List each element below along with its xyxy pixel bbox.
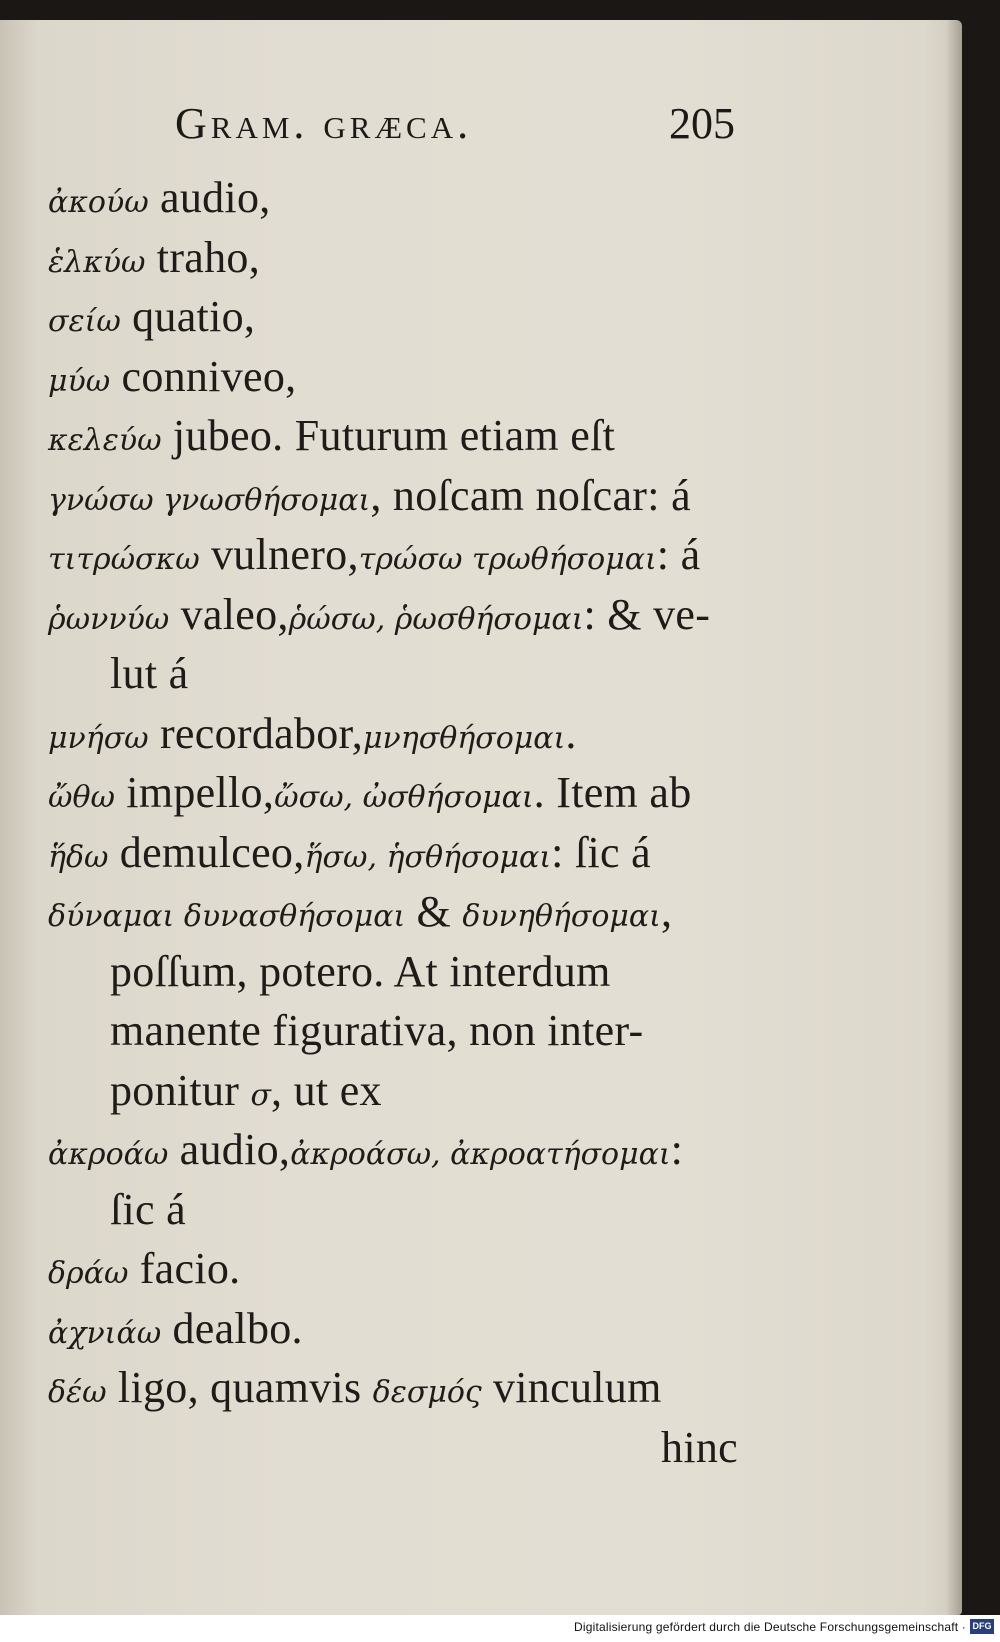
funding-credit: Digitalisierung gefördert durch die Deutsche Forschungsgemeinschaft · xyxy=(574,1620,966,1634)
greek-word: ἀκούω xyxy=(48,185,149,220)
latin-text: valeo, xyxy=(169,589,289,639)
latin-text: dealbo. xyxy=(161,1303,303,1353)
greek-word: ὤσω, ὠσθήσομαι xyxy=(274,780,534,815)
greek-word: ῥώσω, ῥωσθήσομαι xyxy=(288,601,584,637)
text-line xyxy=(48,882,738,942)
latin-text: . xyxy=(565,708,577,758)
text-line xyxy=(48,644,738,704)
latin-text: ſic á xyxy=(110,1184,187,1234)
greek-word: δύναμαι δυνασθήσομαι xyxy=(48,899,406,934)
latin-text: impello, xyxy=(115,768,275,817)
latin-text: , noſcam noſcar: á xyxy=(370,470,691,520)
dfg-logo: DFG xyxy=(970,1619,994,1634)
latin-text: audio, xyxy=(168,1125,291,1174)
greek-word: δράω xyxy=(48,1256,129,1291)
text-line xyxy=(48,347,738,407)
text-line xyxy=(48,525,738,585)
latin-text: : ſic á xyxy=(551,827,651,877)
text-line xyxy=(48,823,738,883)
greek-word: κελεύω xyxy=(48,423,162,458)
greek-word: δεσμός xyxy=(372,1375,482,1410)
latin-text: audio, xyxy=(148,173,271,222)
text-line xyxy=(48,287,738,347)
latin-text: conniveo, xyxy=(110,351,297,401)
latin-text: , ut ex xyxy=(271,1065,382,1115)
latin-text: & xyxy=(405,887,463,936)
page-number: 205 xyxy=(669,99,735,148)
text-line xyxy=(48,763,738,823)
text-line xyxy=(48,942,738,1002)
greek-word: ἑλκύω xyxy=(48,244,146,280)
book-page xyxy=(0,20,962,1615)
text-line xyxy=(48,228,738,288)
latin-text: ligo, quamvis xyxy=(106,1363,373,1412)
greek-word: ἀκροάσω, ἀκροατήσομαι xyxy=(290,1137,671,1172)
digitization-footer xyxy=(0,1615,1000,1642)
text-line xyxy=(48,1239,738,1299)
latin-text: vulnero, xyxy=(199,530,359,579)
text-line xyxy=(48,406,738,466)
text-line xyxy=(48,1180,738,1240)
text-line xyxy=(48,1061,738,1121)
text-line xyxy=(48,1001,738,1061)
latin-text: demulceo, xyxy=(108,827,305,877)
text-line xyxy=(48,1299,738,1359)
greek-word: τρώσω τρωθήσομαι xyxy=(358,542,657,577)
latin-text: . Item ab xyxy=(533,768,692,817)
text-line xyxy=(48,1418,738,1478)
running-header xyxy=(175,98,735,158)
latin-text: : á xyxy=(656,530,701,579)
greek-word: δέω xyxy=(48,1375,107,1410)
greek-word: ἥσω, ἡσθήσομαι xyxy=(304,839,552,875)
latin-text: : xyxy=(670,1125,684,1174)
greek-word: μνησθήσομαι xyxy=(363,720,566,756)
latin-text: vinculum xyxy=(481,1363,662,1412)
greek-word: μύω xyxy=(48,363,111,399)
greek-word: ὤθω xyxy=(48,780,115,815)
page-text xyxy=(48,168,738,1477)
latin-text: hinc xyxy=(661,1422,738,1472)
greek-word: μνήσω xyxy=(48,720,149,756)
greek-word: γνώσω γνωσθήσομαι xyxy=(48,482,371,518)
greek-word: τιτρώσκω xyxy=(48,542,200,577)
text-line xyxy=(48,1120,738,1180)
running-title: Gram. græca. xyxy=(175,99,473,148)
latin-text: recordabor, xyxy=(148,708,364,758)
latin-text: lut á xyxy=(110,649,189,698)
greek-word: ἀκροάω xyxy=(48,1137,169,1172)
latin-text: jubeo. Futurum etiam eſt xyxy=(161,411,616,460)
latin-text: facio. xyxy=(128,1244,241,1293)
latin-text: quatio, xyxy=(120,292,256,341)
greek-word: δυνηθήσομαι xyxy=(462,899,661,934)
latin-text: traho, xyxy=(145,232,261,282)
greek-word: ἥδω xyxy=(48,839,109,875)
latin-text: , xyxy=(660,887,673,936)
text-line xyxy=(48,466,738,526)
latin-text: manente figurativa, non inter- xyxy=(110,1006,644,1055)
greek-word: σ xyxy=(250,1077,271,1113)
latin-text: : & ve- xyxy=(583,589,711,639)
latin-text: ponitur xyxy=(110,1065,251,1115)
text-line xyxy=(48,585,738,645)
text-line xyxy=(48,704,738,764)
text-line xyxy=(48,1358,738,1418)
greek-word: ῥωννύω xyxy=(48,601,170,637)
latin-text: poſſum, potero. At interdum xyxy=(110,946,611,996)
text-line xyxy=(48,168,738,228)
greek-word: σείω xyxy=(48,304,121,339)
greek-word: ἀχνιάω xyxy=(48,1315,162,1351)
